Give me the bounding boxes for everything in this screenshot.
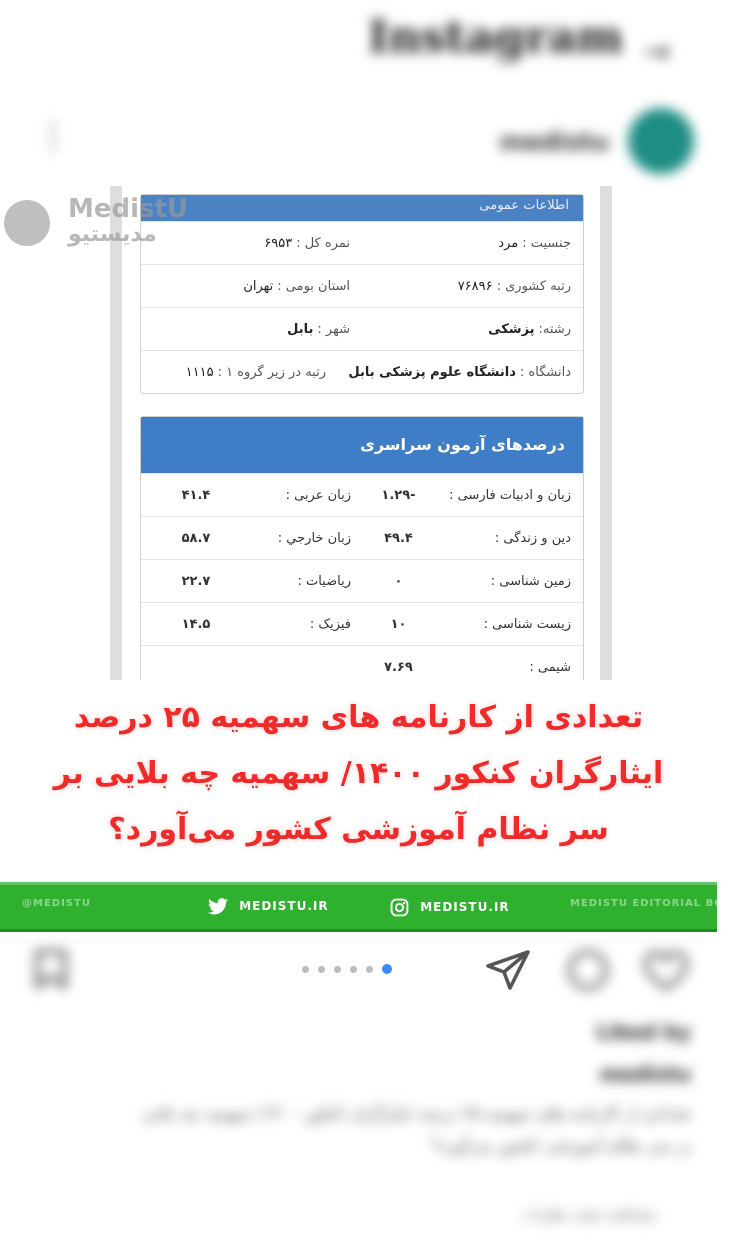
- info-label: رشته:: [538, 321, 571, 337]
- share-icon[interactable]: [484, 946, 532, 998]
- subject-label: ریاضیات :: [297, 573, 351, 589]
- info-value: ۷۶۸۹۶: [457, 278, 493, 294]
- carousel-dot: [350, 966, 357, 973]
- info-cell: [141, 365, 338, 380]
- subject-label: زبان و ادبیات فارسی :: [449, 487, 571, 503]
- bookmark-icon[interactable]: [28, 946, 74, 996]
- medistu-watermark-logo: [0, 190, 200, 250]
- post-caption: [0, 1012, 717, 1242]
- info-cell: [362, 279, 583, 294]
- view-comments-link[interactable]: مشاهده همه نظرات: [521, 1204, 657, 1223]
- carousel-dot: [334, 966, 341, 973]
- subject-label: زبان عربی :: [285, 487, 351, 503]
- info-row: [141, 307, 583, 350]
- headline-line: سر نظام آموزشی کشور می‌آورد؟: [108, 812, 609, 847]
- band-handle: @MEDISTU: [22, 898, 91, 909]
- phone-screen: [122, 186, 600, 680]
- general-info-card: [140, 194, 584, 394]
- avatar[interactable]: [628, 108, 694, 174]
- info-value: دانشگاه علوم پزشکی بابل: [348, 364, 516, 380]
- info-label: رتبه کشوری :: [496, 278, 571, 294]
- subject-percent: ۵۸.۷: [181, 530, 211, 546]
- twitter-handle: MEDISTU.IR: [239, 899, 329, 913]
- general-info-header: اطلاعات عمومی: [141, 195, 583, 221]
- info-label: شهر :: [317, 321, 350, 337]
- info-cell: [141, 279, 362, 294]
- logo-text-en: MedistU: [68, 194, 189, 224]
- band-instagram: [390, 898, 510, 917]
- post-header: [0, 108, 717, 178]
- post-headline: [0, 680, 717, 880]
- subject-label: فیزیک :: [309, 616, 351, 632]
- heart-icon[interactable]: [640, 946, 692, 998]
- twitter-icon: [208, 898, 228, 915]
- info-cell: [362, 322, 583, 337]
- subject-percent: ۲۲.۷: [181, 573, 211, 589]
- subject-percent: ۴۹.۴: [384, 530, 413, 546]
- info-cell: [362, 236, 583, 251]
- subject-label: دین و زندگی :: [494, 530, 571, 546]
- subject-percent: -۱.۲۹: [381, 487, 416, 503]
- instagram-icon: [390, 898, 409, 917]
- logo-mark-icon: [4, 200, 50, 246]
- arrow-right-icon[interactable]: →: [642, 32, 671, 72]
- carousel-dot: [366, 966, 373, 973]
- info-row: [141, 264, 583, 307]
- percent-row: [141, 602, 583, 645]
- info-label: رتبه در زیر گروه ۱ :: [217, 364, 326, 380]
- headline-line: تعدادی از کارنامه های سهمیه ۲۵ درصد: [73, 700, 644, 735]
- post-username[interactable]: medistu: [499, 128, 609, 156]
- post-actions: [0, 940, 717, 1000]
- info-label: دانشگاه :: [519, 364, 571, 380]
- subject-percent: ۰: [394, 573, 403, 589]
- info-label: استان بومی :: [277, 278, 350, 294]
- carousel-dot-active: [382, 964, 392, 974]
- band-twitter: [208, 898, 329, 915]
- percent-row: [141, 516, 583, 559]
- caption-username[interactable]: medistu: [599, 1062, 691, 1086]
- info-value: بابل: [287, 321, 314, 337]
- info-cell: [338, 365, 583, 380]
- info-value: ۶۹۵۳: [264, 235, 293, 251]
- comment-icon[interactable]: [564, 946, 612, 998]
- subject-label: زیست شناسی :: [483, 616, 571, 632]
- subject-percent: ۴۱.۴: [181, 487, 211, 503]
- info-row: [141, 350, 583, 393]
- subject-label: زبان خارجي :: [277, 530, 351, 546]
- info-row: [141, 221, 583, 264]
- more-vertical-icon[interactable]: ⋮: [36, 116, 70, 156]
- percent-row: [141, 473, 583, 516]
- info-label: جنسیت :: [522, 235, 571, 251]
- phone-screenshot: [110, 186, 612, 680]
- instagram-handle: MEDISTU.IR: [420, 900, 510, 914]
- exam-percentages-header: درصدهای آزمون سراسری: [141, 417, 583, 473]
- post-image[interactable]: [0, 186, 717, 930]
- caption-text: تعدادی از کارنامه های سهمیه ۲۵ درصد ایثارگران کنکور ۱۴۰۰/ سهمیه چه بلایی بر سر نظام آموزشی کشور می‌آورد؟: [141, 1104, 691, 1156]
- info-value: پزشکی: [488, 321, 535, 337]
- logo-text-fa: مدیستیو: [68, 222, 157, 247]
- footer-band: [0, 882, 750, 932]
- carousel-dot: [302, 966, 309, 973]
- subject-percent: ۱۰: [390, 616, 407, 632]
- info-label: نمره کل :: [296, 235, 350, 251]
- band-board: MEDISTU EDITORIAL BOARD: [570, 898, 750, 909]
- instagram-top-bar: [0, 0, 717, 95]
- carousel-indicator: [302, 964, 392, 974]
- info-value: ۱۱۱۵: [185, 364, 214, 380]
- subject-label: شیمی :: [529, 659, 571, 675]
- info-cell: [141, 322, 362, 337]
- instagram-logo: Instagram: [368, 12, 624, 63]
- info-value: مرد: [498, 235, 519, 251]
- percent-row: [141, 559, 583, 602]
- subject-percent: ۱۴.۵: [181, 616, 211, 632]
- carousel-dot: [318, 966, 325, 973]
- subject-percent: ۷.۶۹: [384, 659, 413, 675]
- likes-count[interactable]: Liked by: [596, 1020, 691, 1044]
- subject-label: زمین شناسی :: [490, 573, 571, 589]
- exam-percentages-card: [140, 416, 584, 689]
- info-value: تهران: [243, 278, 274, 294]
- headline-line: ایثارگران کنکور ۱۴۰۰/ سهمیه چه بلایی بر: [53, 756, 664, 791]
